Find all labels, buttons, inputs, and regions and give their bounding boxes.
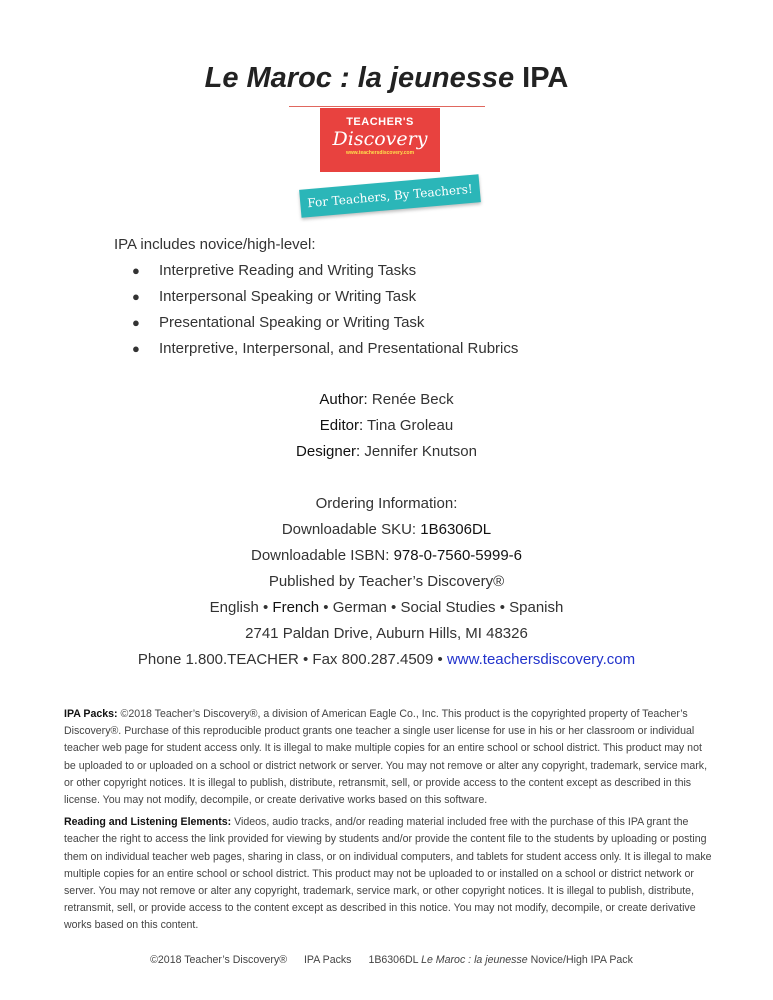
sku-line xyxy=(0,517,773,543)
address-line: 2741 Paldan Drive, Auburn Hills, MI 48326 xyxy=(245,625,528,642)
list-item xyxy=(132,288,518,314)
logo-line2: Discovery xyxy=(332,128,428,150)
logo-ribbon: For Teachers, By Teachers! xyxy=(299,174,481,218)
title-divider xyxy=(289,106,485,107)
editor-line xyxy=(0,413,773,439)
subject: English xyxy=(209,599,259,616)
intro-text: IPA includes novice/high-level: xyxy=(114,236,316,253)
website-link[interactable]: www.teachersdiscovery.com xyxy=(446,651,636,668)
logo-line1: TEACHER'S xyxy=(346,116,414,128)
list-item xyxy=(132,340,518,366)
credit-label: Author: xyxy=(319,391,368,408)
legal-text: ©2018 Teacher’s Discovery®, a division of American Eagle Co., Inc. This product is the copyrighted property of Teacher’s Discovery®. Purchase of this reproducible product grants one teacher a single user license for use in his or her classroom or individual teacher web page for student access only. It is illegal to make multiple copies for an entire school or school district. This product may not be uploaded to or uploaded on a school or district network or server. You may not remove or alter any copyright, trademark, service mark, or other copyright notices. It is illegal to publish, distribute, retransmit, sell, or provide access to the content except as described in this license. You may not modify, decompile, or create derivative works based on this software. xyxy=(64,708,708,807)
bullet-icon: ● xyxy=(132,341,140,356)
feature-list xyxy=(132,262,518,366)
list-item xyxy=(132,262,518,288)
legal-text: Videos, audio tracks, and/or reading material included free with the purchase of this IPA grant the teacher the right to access the link provided for viewing by students and/or provide the content file to the students by uploading or posting them on individual teacher web pages, sharing in class, or on individual computers, and tablets for student access only. It is illegal to make multiple copies for an entire school or school district. This product may not be uploaded to or installed on a school or district network or server. You may not remove or alter any copyright, trademark, service mark, or other copyright notices. It is illegal to publish, distribute, retransmit, sell, or provide access to the content except as described in this notice. You may not modify, decompile, or create derivative works based on this content. xyxy=(64,816,712,932)
ordering-heading: Ordering Information: xyxy=(315,495,458,512)
list-item-text: Interpretive Reading and Writing Tasks xyxy=(159,262,417,279)
bullet-icon: ● xyxy=(132,289,140,304)
footer-sku: 1B6306DL xyxy=(368,953,419,966)
sku-label: Downloadable SKU: xyxy=(281,521,417,538)
logo-url: www.teachersdiscovery.com xyxy=(345,150,415,156)
credit-label: Designer: xyxy=(296,443,361,460)
footer-title-suffix: Novice/High IPA Pack xyxy=(530,953,633,966)
sku-value: 1B6306DL xyxy=(420,521,492,538)
footer-copyright: ©2018 Teacher’s Discovery® xyxy=(150,953,288,966)
title-suffix: IPA xyxy=(522,62,569,94)
page-footer xyxy=(64,953,712,967)
subject: German xyxy=(332,599,387,616)
bullet-icon: ● xyxy=(132,263,140,278)
credits xyxy=(0,387,773,465)
isbn-value: 978-0-7560-5999-6 xyxy=(393,547,523,564)
credit-label: Editor: xyxy=(319,417,364,434)
subject-highlighted: French xyxy=(272,599,320,616)
bullet-icon: ● xyxy=(132,315,140,330)
logo-red-panel xyxy=(320,108,440,172)
reading-listening-license xyxy=(64,814,712,934)
phone-fax: Phone 1.800.TEACHER • Fax 800.287.4509 • xyxy=(137,651,443,668)
author-line xyxy=(0,387,773,413)
publisher-line: Published by Teacher’s Discovery® xyxy=(268,573,505,590)
contact-line xyxy=(0,647,773,673)
teachers-discovery-logo xyxy=(300,108,490,220)
footer-series: IPA Packs xyxy=(303,953,352,966)
subject: Spanish xyxy=(509,599,564,616)
ipa-packs-license xyxy=(64,706,712,809)
legal-label: IPA Packs: xyxy=(64,708,118,720)
ordering-info xyxy=(0,491,773,673)
subjects-line: English • French • German • Social Studies • Spanish xyxy=(209,599,564,616)
list-item-text: Interpersonal Speaking or Writing Task xyxy=(159,288,417,305)
list-item-text: Interpretive, Interpersonal, and Presentational Rubrics xyxy=(159,340,519,357)
credit-value: Renée Beck xyxy=(371,391,454,408)
isbn-line xyxy=(0,543,773,569)
isbn-label: Downloadable ISBN: xyxy=(250,547,390,564)
credit-value: Jennifer Knutson xyxy=(364,443,477,460)
list-item xyxy=(132,314,518,340)
legal-label: Reading and Listening Elements: xyxy=(64,816,232,829)
title-italic: Le Maroc : la jeunesse xyxy=(204,62,515,94)
legal-section xyxy=(64,706,712,967)
list-item-text: Presentational Speaking or Writing Task xyxy=(159,314,425,331)
subject: Social Studies xyxy=(400,599,496,616)
footer-title-italic: Le Maroc : la jeunesse xyxy=(421,953,528,966)
page-title xyxy=(0,62,773,95)
designer-line xyxy=(0,439,773,465)
credit-value: Tina Groleau xyxy=(367,417,454,434)
